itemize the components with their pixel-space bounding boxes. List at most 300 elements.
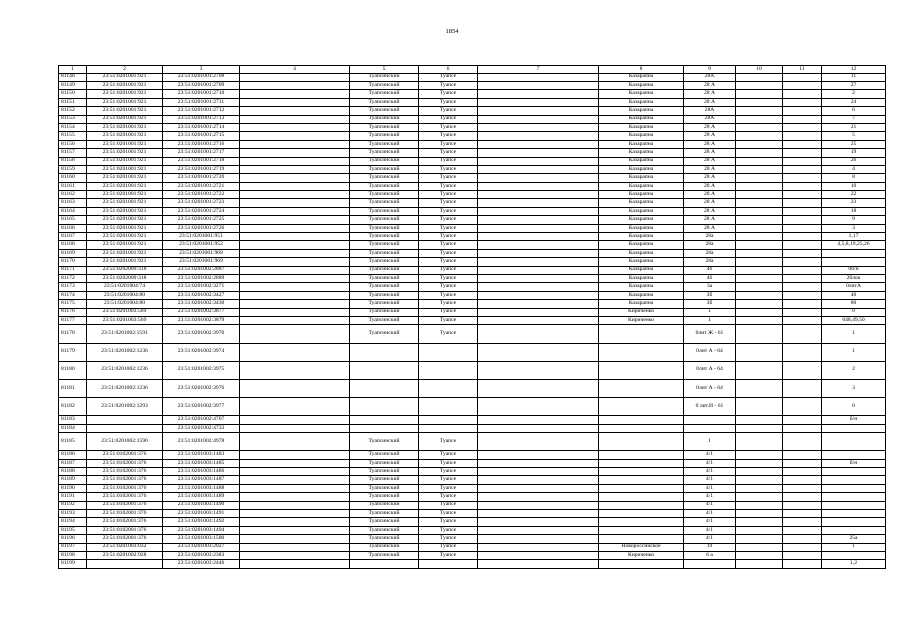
table-row <box>59 551 886 559</box>
table-cell-col-1: 81163 <box>59 199 87 207</box>
table-cell-col-10 <box>736 379 783 397</box>
table-cell-col-12: 80 <box>822 300 886 308</box>
table-cell-col-3: 23:51:0201003:1487 <box>163 476 240 484</box>
table-cell-col-10 <box>736 157 783 165</box>
table-cell-col-8: Кириченко <box>599 308 684 316</box>
table-row <box>59 361 886 379</box>
table-cell-col-11 <box>783 216 822 224</box>
table-cell-col-3: 23:51:0201001:2716 <box>163 140 240 148</box>
table-cell-col-5: Туапсинский <box>350 274 419 282</box>
table-cell-col-5: Туапсинский <box>350 459 419 467</box>
table-cell-col-7 <box>478 316 599 324</box>
table-cell-col-1: 81176 <box>59 308 87 316</box>
table-cell-col-8 <box>599 526 684 534</box>
table-cell-col-7 <box>478 535 599 543</box>
table-cell-col-7 <box>478 343 599 361</box>
table-cell-col-4 <box>240 459 350 467</box>
table-cell-col-6: Туапсе <box>419 149 478 157</box>
table-cell-col-2: 23:51:0201001:921 <box>87 90 163 98</box>
table-cell-col-5: Туапсинский <box>350 468 419 476</box>
table-cell-col-6: Туапсе <box>419 233 478 241</box>
table-cell-col-12: 2блок <box>822 274 886 282</box>
table-cell-col-1: 81148 <box>59 73 87 81</box>
table-cell-col-4 <box>240 157 350 165</box>
column-header: 12 <box>822 66 886 74</box>
table-cell-col-12 <box>822 501 886 509</box>
table-cell-col-5: Туапсинский <box>350 316 419 324</box>
table-cell-col-5: Туапсинский <box>350 509 419 517</box>
table-cell-col-7 <box>478 398 599 416</box>
table-cell-col-8 <box>599 468 684 476</box>
table-cell-col-5: Туапсинский <box>350 451 419 459</box>
table-cell-col-6: Туапсе <box>419 300 478 308</box>
table-cell-col-2: 23:51:0201001:921 <box>87 233 163 241</box>
table-cell-col-11 <box>783 249 822 257</box>
table-row <box>59 424 886 432</box>
table-cell-col-8: Кириченко <box>599 316 684 324</box>
table-cell-col-6: Туапсе <box>419 258 478 266</box>
table-cell-col-5: Туапсинский <box>350 433 419 451</box>
table-cell-col-9: 28 А <box>684 157 736 165</box>
table-cell-col-11 <box>783 526 822 534</box>
table-cell-col-4 <box>240 283 350 291</box>
table-cell-col-1: 81186 <box>59 451 87 459</box>
table-cell-col-2: 23:51:0201002:1236 <box>87 361 163 379</box>
table-cell-col-10 <box>736 123 783 131</box>
table-cell-col-4 <box>240 224 350 232</box>
table-cell-col-12: 23 <box>822 199 886 207</box>
table-cell-col-10 <box>736 249 783 257</box>
table-cell-col-1: 81175 <box>59 300 87 308</box>
table-cell-col-4 <box>240 123 350 131</box>
table-cell-col-6: Туапсе <box>419 241 478 249</box>
table-cell-col-8 <box>599 343 684 361</box>
table-cell-col-4 <box>240 343 350 361</box>
table-cell-col-9: 28А <box>684 107 736 115</box>
table-cell-col-4 <box>240 90 350 98</box>
table-cell-col-2: 23:51:0102001:376 <box>87 451 163 459</box>
table-cell-col-2: 23:51:0201001:921 <box>87 216 163 224</box>
table-cell-col-6: Туапсе <box>419 81 478 89</box>
table-cell-col-8: Казарапна <box>599 224 684 232</box>
table-cell-col-5: Туапсинский <box>350 258 419 266</box>
table-cell-col-2: 23:51:0201002:928 <box>87 551 163 559</box>
table-cell-col-1: 81179 <box>59 343 87 361</box>
table-cell-col-10 <box>736 199 783 207</box>
column-header: 2 <box>87 66 163 74</box>
table-cell-col-9: 28 А <box>684 191 736 199</box>
table-cell-col-12: 11 <box>822 73 886 81</box>
table-cell-col-4 <box>240 207 350 215</box>
table-cell-col-4 <box>240 300 350 308</box>
table-cell-col-1: 81174 <box>59 291 87 299</box>
table-cell-col-5: Туапсинский <box>350 140 419 148</box>
table-cell-col-1: 81172 <box>59 274 87 282</box>
table-cell-col-6: Туапсе <box>419 266 478 274</box>
table-cell-col-3: 23:51:0201001:2722 <box>163 191 240 199</box>
table-cell-col-10 <box>736 73 783 81</box>
table-row <box>59 291 886 299</box>
table-cell-col-7 <box>478 123 599 131</box>
table-cell-col-7 <box>478 424 599 432</box>
table-cell-col-10 <box>736 132 783 140</box>
table-cell-col-9: 19 <box>684 543 736 551</box>
table-cell-col-10 <box>736 468 783 476</box>
table-cell-col-5: Туапсинский <box>350 325 419 343</box>
table-cell-col-3: 23:51:0201001:951 <box>163 233 240 241</box>
table-cell-col-3: 23:51:0201001:2717 <box>163 149 240 157</box>
table-cell-col-9: 28А <box>684 73 736 81</box>
table-row <box>59 199 886 207</box>
table-cell-col-1: 81178 <box>59 325 87 343</box>
column-header: 9 <box>684 66 736 74</box>
table-cell-col-11 <box>783 543 822 551</box>
table-cell-col-8: Казарапна <box>599 258 684 266</box>
table-cell-col-2: 23:51:0102001:376 <box>87 518 163 526</box>
table-row <box>59 132 886 140</box>
table-row <box>59 174 886 182</box>
table-row <box>59 398 886 416</box>
table-cell-col-2: 23:51:0102001:376 <box>87 459 163 467</box>
table-cell-col-8 <box>599 325 684 343</box>
table-cell-col-10 <box>736 182 783 190</box>
table-cell-col-8 <box>599 493 684 501</box>
table-cell-col-5: Туапсинский <box>350 300 419 308</box>
table-cell-col-7 <box>478 115 599 123</box>
table-cell-col-5 <box>350 560 419 568</box>
table-cell-col-12 <box>822 509 886 517</box>
table-cell-col-7 <box>478 81 599 89</box>
table-cell-col-5: Туапсинский <box>350 543 419 551</box>
table-cell-col-11 <box>783 132 822 140</box>
table-row <box>59 518 886 526</box>
table-cell-col-2: 23:51:0201004:80 <box>87 300 163 308</box>
table-cell-col-10 <box>736 274 783 282</box>
table-cell-col-7 <box>478 484 599 492</box>
table-cell-col-3: 23:51:0201001:2715 <box>163 132 240 140</box>
table-cell-col-11 <box>783 165 822 173</box>
table-cell-col-6: Туапсе <box>419 115 478 123</box>
table-cell-col-10 <box>736 107 783 115</box>
table-cell-col-10 <box>736 424 783 432</box>
table-cell-col-3: 23:51:0201003:1485 <box>163 459 240 467</box>
table-cell-col-6 <box>419 398 478 416</box>
table-cell-col-7 <box>478 140 599 148</box>
table-cell-col-7 <box>478 274 599 282</box>
table-cell-col-7 <box>478 451 599 459</box>
table-cell-col-5 <box>350 398 419 416</box>
table-cell-col-11 <box>783 274 822 282</box>
table-cell-col-5: Туапсинский <box>350 493 419 501</box>
table-cell-col-3: 23:51:0201003:1489 <box>163 493 240 501</box>
table-cell-col-10 <box>736 258 783 266</box>
table-cell-col-5: Туапсинский <box>350 199 419 207</box>
table-cell-col-8: Казарапна <box>599 207 684 215</box>
table-cell-col-5: Туапсинский <box>350 157 419 165</box>
table-cell-col-12 <box>822 476 886 484</box>
table-cell-col-8: Казарапна <box>599 274 684 282</box>
table-cell-col-9: 3а <box>684 283 736 291</box>
table-cell-col-3: 23:51:0201002:2889 <box>163 274 240 282</box>
table-cell-col-3: 23:51:0201003:2446 <box>163 560 240 568</box>
table-cell-col-3: 23:51:0201003:1491 <box>163 509 240 517</box>
table-cell-col-4 <box>240 509 350 517</box>
table-cell-col-8 <box>599 484 684 492</box>
table-cell-col-1: 81199 <box>59 560 87 568</box>
table-cell-col-2: 23:51:0201001:921 <box>87 140 163 148</box>
table-cell-col-4 <box>240 518 350 526</box>
table-cell-col-2: 23:51:0201001:921 <box>87 258 163 266</box>
table-cell-col-10 <box>736 241 783 249</box>
table-cell-col-10 <box>736 459 783 467</box>
table-cell-col-10 <box>736 560 783 568</box>
table-cell-col-12: 2 <box>822 90 886 98</box>
table-cell-col-7 <box>478 149 599 157</box>
table-row <box>59 343 886 361</box>
table-cell-col-12 <box>822 433 886 451</box>
table-cell-col-2: 23:51:0102001:376 <box>87 509 163 517</box>
table-row <box>59 300 886 308</box>
table-cell-col-7 <box>478 132 599 140</box>
table-cell-col-9: 28а <box>684 249 736 257</box>
table-cell-col-9: 28 А <box>684 132 736 140</box>
table-cell-col-2: 23:51:0201001:921 <box>87 98 163 106</box>
table-row <box>59 459 886 467</box>
table-cell-col-6: Туапсе <box>419 518 478 526</box>
table-cell-col-4 <box>240 216 350 224</box>
table-row <box>59 123 886 131</box>
table-cell-col-8: Казарапна <box>599 165 684 173</box>
table-row <box>59 182 886 190</box>
table-cell-col-8 <box>599 416 684 424</box>
table-cell-col-7 <box>478 258 599 266</box>
table-cell-col-1: 81173 <box>59 283 87 291</box>
table-cell-col-11 <box>783 476 822 484</box>
table-cell-col-5 <box>350 379 419 397</box>
table-cell-col-2: 23:51:0102001:376 <box>87 468 163 476</box>
table-cell-col-4 <box>240 233 350 241</box>
table-cell-col-4 <box>240 325 350 343</box>
table-cell-col-4 <box>240 249 350 257</box>
table-cell-col-5: Туапсинский <box>350 241 419 249</box>
table-cell-col-4 <box>240 543 350 551</box>
table-row <box>59 543 886 551</box>
table-cell-col-5: Туапсинский <box>350 107 419 115</box>
table-cell-col-3: 23:51:0201002:3975 <box>163 361 240 379</box>
table-cell-col-9: 46 <box>684 266 736 274</box>
table-cell-col-10 <box>736 493 783 501</box>
table-cell-col-3: 23:51:0201002:3970 <box>163 325 240 343</box>
table-cell-col-10 <box>736 266 783 274</box>
table-cell-col-6: Туапсе <box>419 174 478 182</box>
table-cell-col-3: 23:51:0201003:1483 <box>163 451 240 459</box>
table-cell-col-3: 23:51:0201001:2726 <box>163 224 240 232</box>
table-cell-col-2: 23:51:0201001:921 <box>87 199 163 207</box>
table-cell-col-9: 28 А <box>684 123 736 131</box>
table-row <box>59 316 886 324</box>
table-cell-col-7 <box>478 543 599 551</box>
table-cell-col-11 <box>783 459 822 467</box>
table-cell-col-6: Туапсе <box>419 132 478 140</box>
table-row <box>59 509 886 517</box>
table-cell-col-3: 23:51:0201001:2725 <box>163 216 240 224</box>
table-cell-col-5: Туапсинский <box>350 535 419 543</box>
table-cell-col-1: 81150 <box>59 90 87 98</box>
table-cell-col-11 <box>783 258 822 266</box>
table-cell-col-4 <box>240 451 350 459</box>
table-cell-col-2: 23:51:0201001:921 <box>87 81 163 89</box>
table-cell-col-5: Туапсинский <box>350 308 419 316</box>
table-cell-col-3: 23:51:0201001:2720 <box>163 174 240 182</box>
table-cell-col-12 <box>822 468 886 476</box>
table-cell-col-3: 23:51:0201002:4707 <box>163 416 240 424</box>
table-cell-col-5: Туапсинский <box>350 249 419 257</box>
table-row <box>59 468 886 476</box>
table-cell-col-2: 23:51:0201001:921 <box>87 132 163 140</box>
table-row <box>59 325 886 343</box>
table-cell-col-1: 81153 <box>59 115 87 123</box>
table-cell-col-8: Казарапна <box>599 123 684 131</box>
table-cell-col-1: 81149 <box>59 81 87 89</box>
table-row <box>59 140 886 148</box>
table-row <box>59 207 886 215</box>
table-cell-col-5: Туапсинский <box>350 283 419 291</box>
table-cell-col-6: Туапсе <box>419 207 478 215</box>
column-header: 11 <box>783 66 822 74</box>
table-cell-col-7 <box>478 416 599 424</box>
table-row <box>59 233 886 241</box>
table-cell-col-3: 23:51:0201002:4978 <box>163 433 240 451</box>
table-cell-col-4 <box>240 174 350 182</box>
table-cell-col-5: Туапсинский <box>350 165 419 173</box>
table-cell-col-6: Туапсе <box>419 216 478 224</box>
table-cell-col-2: 23:51:0202009:318 <box>87 274 163 282</box>
table-cell-col-7 <box>478 107 599 115</box>
table-cell-col-2: 23:51:0201001:921 <box>87 241 163 249</box>
table-cell-col-9: 1 <box>684 433 736 451</box>
table-cell-col-6: Туапсе <box>419 73 478 81</box>
table-cell-col-8: Казарапна <box>599 199 684 207</box>
table-cell-col-3: 23:51:0201001:2708 <box>163 73 240 81</box>
page-number: 1854 <box>445 28 459 35</box>
table-cell-col-2: 23:51:0201001:921 <box>87 115 163 123</box>
table-cell-col-5: Туапсинский <box>350 98 419 106</box>
table-cell-col-9: 4/1 <box>684 451 736 459</box>
table-cell-col-5 <box>350 424 419 432</box>
table-cell-col-3: 23:51:0201002:3977 <box>163 398 240 416</box>
table-row <box>59 476 886 484</box>
table-cell-col-4 <box>240 560 350 568</box>
table-cell-col-8 <box>599 424 684 432</box>
table-cell-col-5: Туапсинский <box>350 291 419 299</box>
table-cell-col-4 <box>240 468 350 476</box>
table-cell-col-9: 3б <box>684 291 736 299</box>
table-cell-col-6: Туапсе <box>419 509 478 517</box>
header-row <box>59 66 886 74</box>
table-cell-col-4 <box>240 191 350 199</box>
table-cell-col-9: 28 А <box>684 174 736 182</box>
table-cell-col-1: 81181 <box>59 379 87 397</box>
table-cell-col-8 <box>599 459 684 467</box>
table-cell-col-10 <box>736 165 783 173</box>
table-cell-col-12: б/н <box>822 416 886 424</box>
table-cell-col-11 <box>783 233 822 241</box>
table-cell-col-12: 1 <box>822 343 886 361</box>
table-cell-col-1: 81185 <box>59 433 87 451</box>
table-cell-col-1: 81159 <box>59 165 87 173</box>
register-table-body <box>59 66 886 569</box>
table-cell-col-6: Туапсе <box>419 191 478 199</box>
table-cell-col-2: 23:51:0201003:569 <box>87 308 163 316</box>
table-row <box>59 493 886 501</box>
table-row <box>59 451 886 459</box>
column-header: 4 <box>240 66 350 74</box>
table-cell-col-7 <box>478 73 599 81</box>
table-cell-col-12: 5 <box>822 132 886 140</box>
column-header: 1 <box>59 66 87 74</box>
table-cell-col-12: 1 <box>822 325 886 343</box>
table-cell-col-4 <box>240 73 350 81</box>
table-cell-col-10 <box>736 283 783 291</box>
table-row <box>59 274 886 282</box>
table-row <box>59 560 886 568</box>
table-cell-col-6: Туапсе <box>419 199 478 207</box>
column-header: 8 <box>599 66 684 74</box>
table-cell-col-11 <box>783 484 822 492</box>
table-cell-col-4 <box>240 81 350 89</box>
table-cell-col-8: Казарапна <box>599 140 684 148</box>
table-cell-col-1: 81192 <box>59 501 87 509</box>
table-cell-col-4 <box>240 316 350 324</box>
table-row <box>59 98 886 106</box>
table-cell-col-4 <box>240 476 350 484</box>
table-row <box>59 379 886 397</box>
table-cell-col-1: 81194 <box>59 518 87 526</box>
table-cell-col-12 <box>822 249 886 257</box>
table-cell-col-1: 81190 <box>59 484 87 492</box>
column-header: 5 <box>350 66 419 74</box>
table-cell-col-4 <box>240 274 350 282</box>
table-cell-col-5: Туапсинский <box>350 501 419 509</box>
table-cell-col-9: 28 А <box>684 165 736 173</box>
table-cell-col-12: 048,49,50 <box>822 316 886 324</box>
table-cell-col-1: 81161 <box>59 182 87 190</box>
table-cell-col-10 <box>736 98 783 106</box>
table-cell-col-9: 4/1 <box>684 526 736 534</box>
table-cell-col-9: 4/1 <box>684 509 736 517</box>
table-cell-col-2: 23:51:0201001:921 <box>87 165 163 173</box>
table-cell-col-6: Туапсе <box>419 90 478 98</box>
table-cell-col-10 <box>736 509 783 517</box>
table-cell-col-9: 4/1 <box>684 468 736 476</box>
table-cell-col-12: 24 <box>822 98 886 106</box>
table-cell-col-5: Туапсинский <box>350 73 419 81</box>
table-cell-col-10 <box>736 535 783 543</box>
table-row <box>59 216 886 224</box>
table-cell-col-3: 23:51:0201002:4733 <box>163 424 240 432</box>
table-cell-col-3: 23:51:0201003:1488 <box>163 484 240 492</box>
table-cell-col-4 <box>240 165 350 173</box>
table-cell-col-6: Туапсе <box>419 107 478 115</box>
table-cell-col-5: Туапсинский <box>350 233 419 241</box>
table-cell-col-4 <box>240 379 350 397</box>
table-cell-col-2 <box>87 416 163 424</box>
table-cell-col-6: Туапсе <box>419 551 478 559</box>
table-cell-col-11 <box>783 174 822 182</box>
table-cell-col-7 <box>478 560 599 568</box>
table-cell-col-7 <box>478 157 599 165</box>
table-cell-col-7 <box>478 379 599 397</box>
